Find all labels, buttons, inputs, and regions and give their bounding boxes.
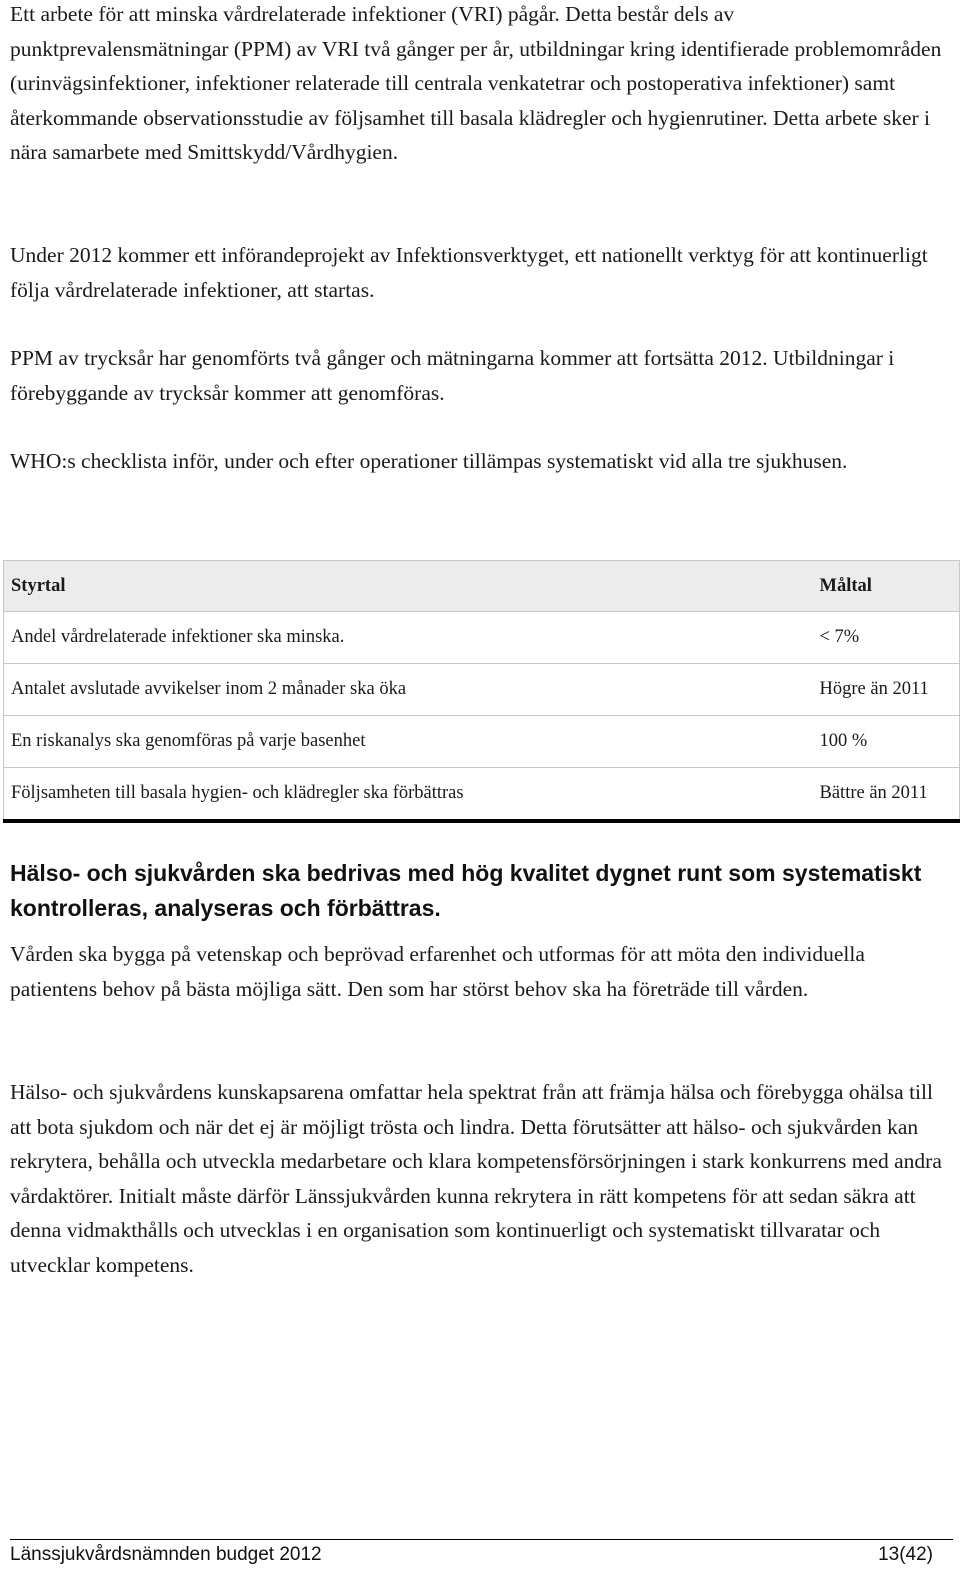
row-maltal: 100 % <box>811 716 960 768</box>
paragraph-vri-work: Ett arbete för att minska vårdrelaterade infektioner (VRI) pågår. Detta består dels av punktprevalensmätningar (PPM) av VRI två gånger per år, utbildningar kring identifierade problemområden (urinvägsinfektioner, infektioner relaterade till centrala venkatetrar och postoperativa infektioner) samt återkommande observationsstudie av följsamhet till basala klädregler och hygienrutiner. Detta arbete sker i nära samarbete med Smittskydd/Vårdhygien. <box>10 2 942 164</box>
section-heading: Hälso- och sjukvården ska bedrivas med hög kvalitet dygnet runt som systematiskt kontrolleras, analyseras och förbättras. <box>10 860 922 921</box>
header-maltal: Måltal <box>811 561 960 612</box>
targets-table <box>3 560 960 823</box>
table-row <box>4 612 960 664</box>
paragraph-kunskapsarena: Hälso- och sjukvårdens kunskapsarena omfattar hela spektrat från att främja hälsa och förebygga ohälsa till att bota sjukdom och när det ej är möjligt trösta och lindra. Detta förutsätter att hälso- och sjukvården kan rekrytera, behålla och utveckla medarbetare och klara kompetensförsörjningen i stark konkurrens med andra vårdaktörer. Initialt måste därför Länssjukvården kunna rekrytera in rätt kompetens för att sedan säkra att denna vidmakthålls och utvecklas i en organisation som kontinuerligt och systematiskt tillvaratar och utvecklar kompetens. <box>10 1080 942 1277</box>
paragraph-infektionsverktyget: Under 2012 kommer ett införandeprojekt av Infektionsverktyget, ett nationellt verktyg för att kontinuerligt följa vårdrelaterade infektioner, att startas. <box>10 243 928 302</box>
table-row <box>4 768 960 822</box>
row-maltal: Bättre än 2011 <box>811 768 960 822</box>
header-styrtal: Styrtal <box>4 561 811 612</box>
table-row <box>4 716 960 768</box>
paragraph-ppm-trycksar: PPM av trycksår har genomförts två gånger och mätningarna kommer att fortsätta 2012. Utbildningar i förebyggande av trycksår kommer att genomföras. <box>10 346 895 405</box>
table-header-row <box>4 561 960 612</box>
footer-page-number: 13(42) <box>878 1544 933 1565</box>
row-maltal: Högre än 2011 <box>811 664 960 716</box>
footer-title: Länssjukvårdsnämnden budget 2012 <box>10 1544 322 1565</box>
row-styrtal: Antalet avslutade avvikelser inom 2 månader ska öka <box>4 664 811 716</box>
table-row <box>4 664 960 716</box>
row-styrtal: Andel vårdrelaterade infektioner ska minska. <box>4 612 811 664</box>
row-styrtal: Följsamheten till basala hygien- och klädregler ska förbättras <box>4 768 811 822</box>
footer-divider <box>10 1539 953 1540</box>
paragraph-vetenskap: Vården ska bygga på vetenskap och beprövad erfarenhet och utformas för att möta den individuella patientens behov på bästa möjliga sätt. Den som har störst behov ska ha företräde till vården. <box>10 942 865 1001</box>
paragraph-who-checklista: WHO:s checklista inför, under och efter operationer tillämpas systematiskt vid alla tre sjukhusen. <box>10 449 848 473</box>
row-styrtal: En riskanalys ska genomföras på varje basenhet <box>4 716 811 768</box>
row-maltal: < 7% <box>811 612 960 664</box>
